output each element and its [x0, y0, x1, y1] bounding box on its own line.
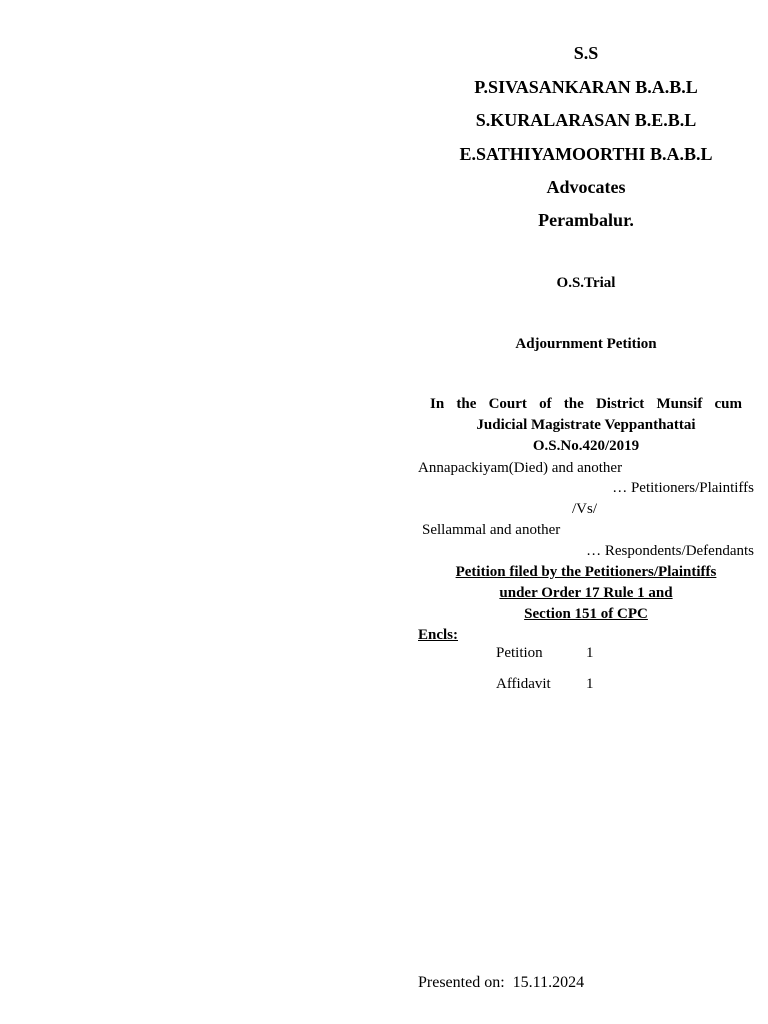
document-title: Adjournment Petition: [515, 336, 657, 352]
petitioners-role: … Petitioners/Plaintiffs: [612, 480, 754, 496]
advocate-name-2: S.KURALARASAN B.E.B.L: [475, 110, 697, 130]
enclosures-heading-text: Encls:: [418, 627, 459, 643]
letterhead-place: Perambalur.: [538, 210, 634, 230]
petition-basis-text-1: Petition filed by the Petitioners/Plaintiffs: [455, 564, 717, 580]
enclosure-item: [496, 643, 594, 663]
versus-label: /Vs/: [572, 501, 598, 517]
enclosure-name: Petition: [496, 645, 543, 661]
respondents-name: Sellammal and another: [422, 522, 561, 538]
enclosure-name: Affidavit: [496, 676, 551, 692]
court-block: [418, 394, 754, 457]
letterhead-initials: S.S: [573, 43, 599, 63]
enclosure-count: 1: [586, 645, 594, 661]
case-stage: O.S.Trial: [556, 275, 616, 291]
enclosures-heading: [418, 625, 754, 645]
respondents-role: … Respondents/Defendants: [586, 543, 754, 559]
court-line-1: In the Court of the District Munsif cum: [430, 396, 742, 412]
petition-basis-text-3: Section 151 of CPC: [524, 606, 648, 622]
presented-on: [418, 973, 754, 993]
advocate-name-3: E.SATHIYAMOORTHI B.A.B.L: [459, 144, 713, 164]
petition-basis-line-1: [418, 562, 754, 582]
petitioners-name: Annapackiyam(Died) and another: [418, 460, 623, 476]
enclosure-count: 1: [586, 676, 594, 692]
presented-label: Presented on:: [418, 974, 505, 991]
petition-basis-text-2: under Order 17 Rule 1 and: [499, 585, 673, 601]
petition-basis-line-2: [418, 583, 754, 603]
advocate-name-1: P.SIVASANKARAN B.A.B.L: [474, 77, 698, 97]
enclosure-item: [496, 674, 594, 694]
court-line-2: Judicial Magistrate Veppanthattai: [476, 417, 696, 433]
petition-basis-line-3: [418, 604, 754, 624]
presented-date: 15.11.2024: [512, 974, 585, 991]
letterhead-role: Advocates: [546, 177, 626, 197]
case-number: O.S.No.420/2019: [532, 438, 640, 454]
